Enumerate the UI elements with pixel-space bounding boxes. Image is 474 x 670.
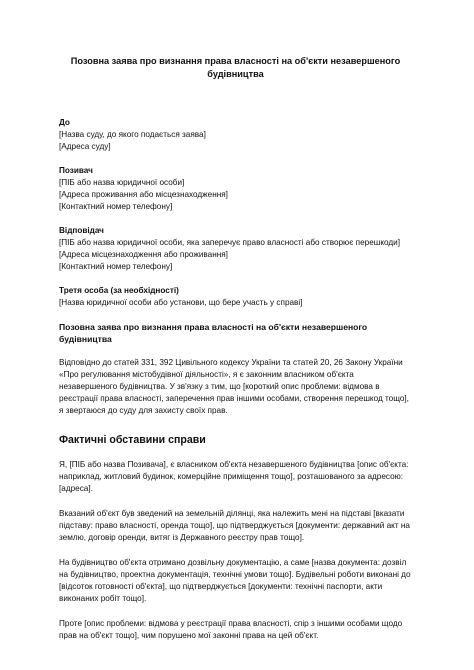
court-address-line: [Адреса суду] bbox=[59, 142, 111, 151]
facts-paragraph-3: На будівництво об'єкта отримано дозвільну документацію, а саме [назва документа: дозвіл на будівництво, проектна документація, технічні умови тощо]. Будівельні роботи виконані до [відсоток готовності об'єкта], що підтверджується [документи: технічні паспорти, акти виконаних робіт тощо]. bbox=[59, 558, 411, 603]
plaintiff-address-line: [Адреса проживання або місцезнаходження] bbox=[59, 190, 228, 199]
defendant-heading: Відповідач bbox=[59, 226, 104, 235]
plaintiff-phone-line: [Контактний номер телефону] bbox=[59, 202, 173, 211]
third-party-heading: Третя особа (за необхідності) bbox=[59, 286, 179, 295]
third-party-block bbox=[59, 285, 412, 309]
third-party-name-line: [Назва юридичної особи або установи, що бере участь у справі] bbox=[59, 298, 303, 307]
document-title: Позовна заява про визнання права власності на об'єкти незавершеного будівництва bbox=[70, 56, 401, 79]
facts-paragraph-4: Проте [опис проблеми: відмова у реєстрації права власності, спір з іншими особами щодо прав на об'єкт тощо], чим порушено мої законні права на цей об'єкт. bbox=[59, 619, 403, 640]
defendant-address-line: [Адреса місцезнаходження або проживання] bbox=[59, 250, 228, 259]
plaintiff-heading: Позивач bbox=[59, 166, 93, 175]
facts-heading: Фактичні обставини справи bbox=[59, 434, 206, 446]
court-heading: До bbox=[59, 118, 70, 127]
plaintiff-name-line: [ПІБ або назва юридичної особи] bbox=[59, 178, 185, 187]
claim-title: Позовна заява про визнання права власності на об'єкти незавершеного будівництва bbox=[59, 322, 368, 344]
defendant-block bbox=[59, 225, 412, 273]
court-block bbox=[59, 117, 412, 153]
facts-paragraph-1: Я, [ПІБ або назва Позивача], є власником об'єкта незавершеного будівництва [опис об'єкта: наприклад, житловий будинок, комерційне приміщення тощо], розташованого за адресою: [адреса]. bbox=[59, 460, 409, 493]
defendant-name-line: [ПІБ або назва юридичної особи, яка заперечує право власності або створює перешкоди] bbox=[59, 238, 400, 247]
plaintiff-block bbox=[59, 165, 412, 213]
facts-paragraph-2: Вказаний об'єкт був зведений на земельній ділянці, яка належить мені на підставі [вказати підставу: право власності, оренда тощо], що підтверджується [документи: державний акт на землю, договір оренди, витяг із Державного реєстру прав тощо]. bbox=[59, 509, 410, 542]
court-name-line: [Назва суду, до якого подається заява] bbox=[59, 130, 206, 139]
intro-paragraph: Відповідно до статей 331, 392 Цивільного кодексу України та статей 20, 26 Закону України «Про регулювання містобудівної діяльності», я є законним власником об'єкта незавершеного будівництва. У зв'язку з тим, що [короткий опис проблеми: відмова в реєстрації права власності, заперечення прав іншими особами, створення перешкод тощо], я звертаюся до суду для захисту своїх прав. bbox=[59, 358, 409, 415]
defendant-phone-line: [Контактний номер телефону] bbox=[59, 262, 173, 271]
